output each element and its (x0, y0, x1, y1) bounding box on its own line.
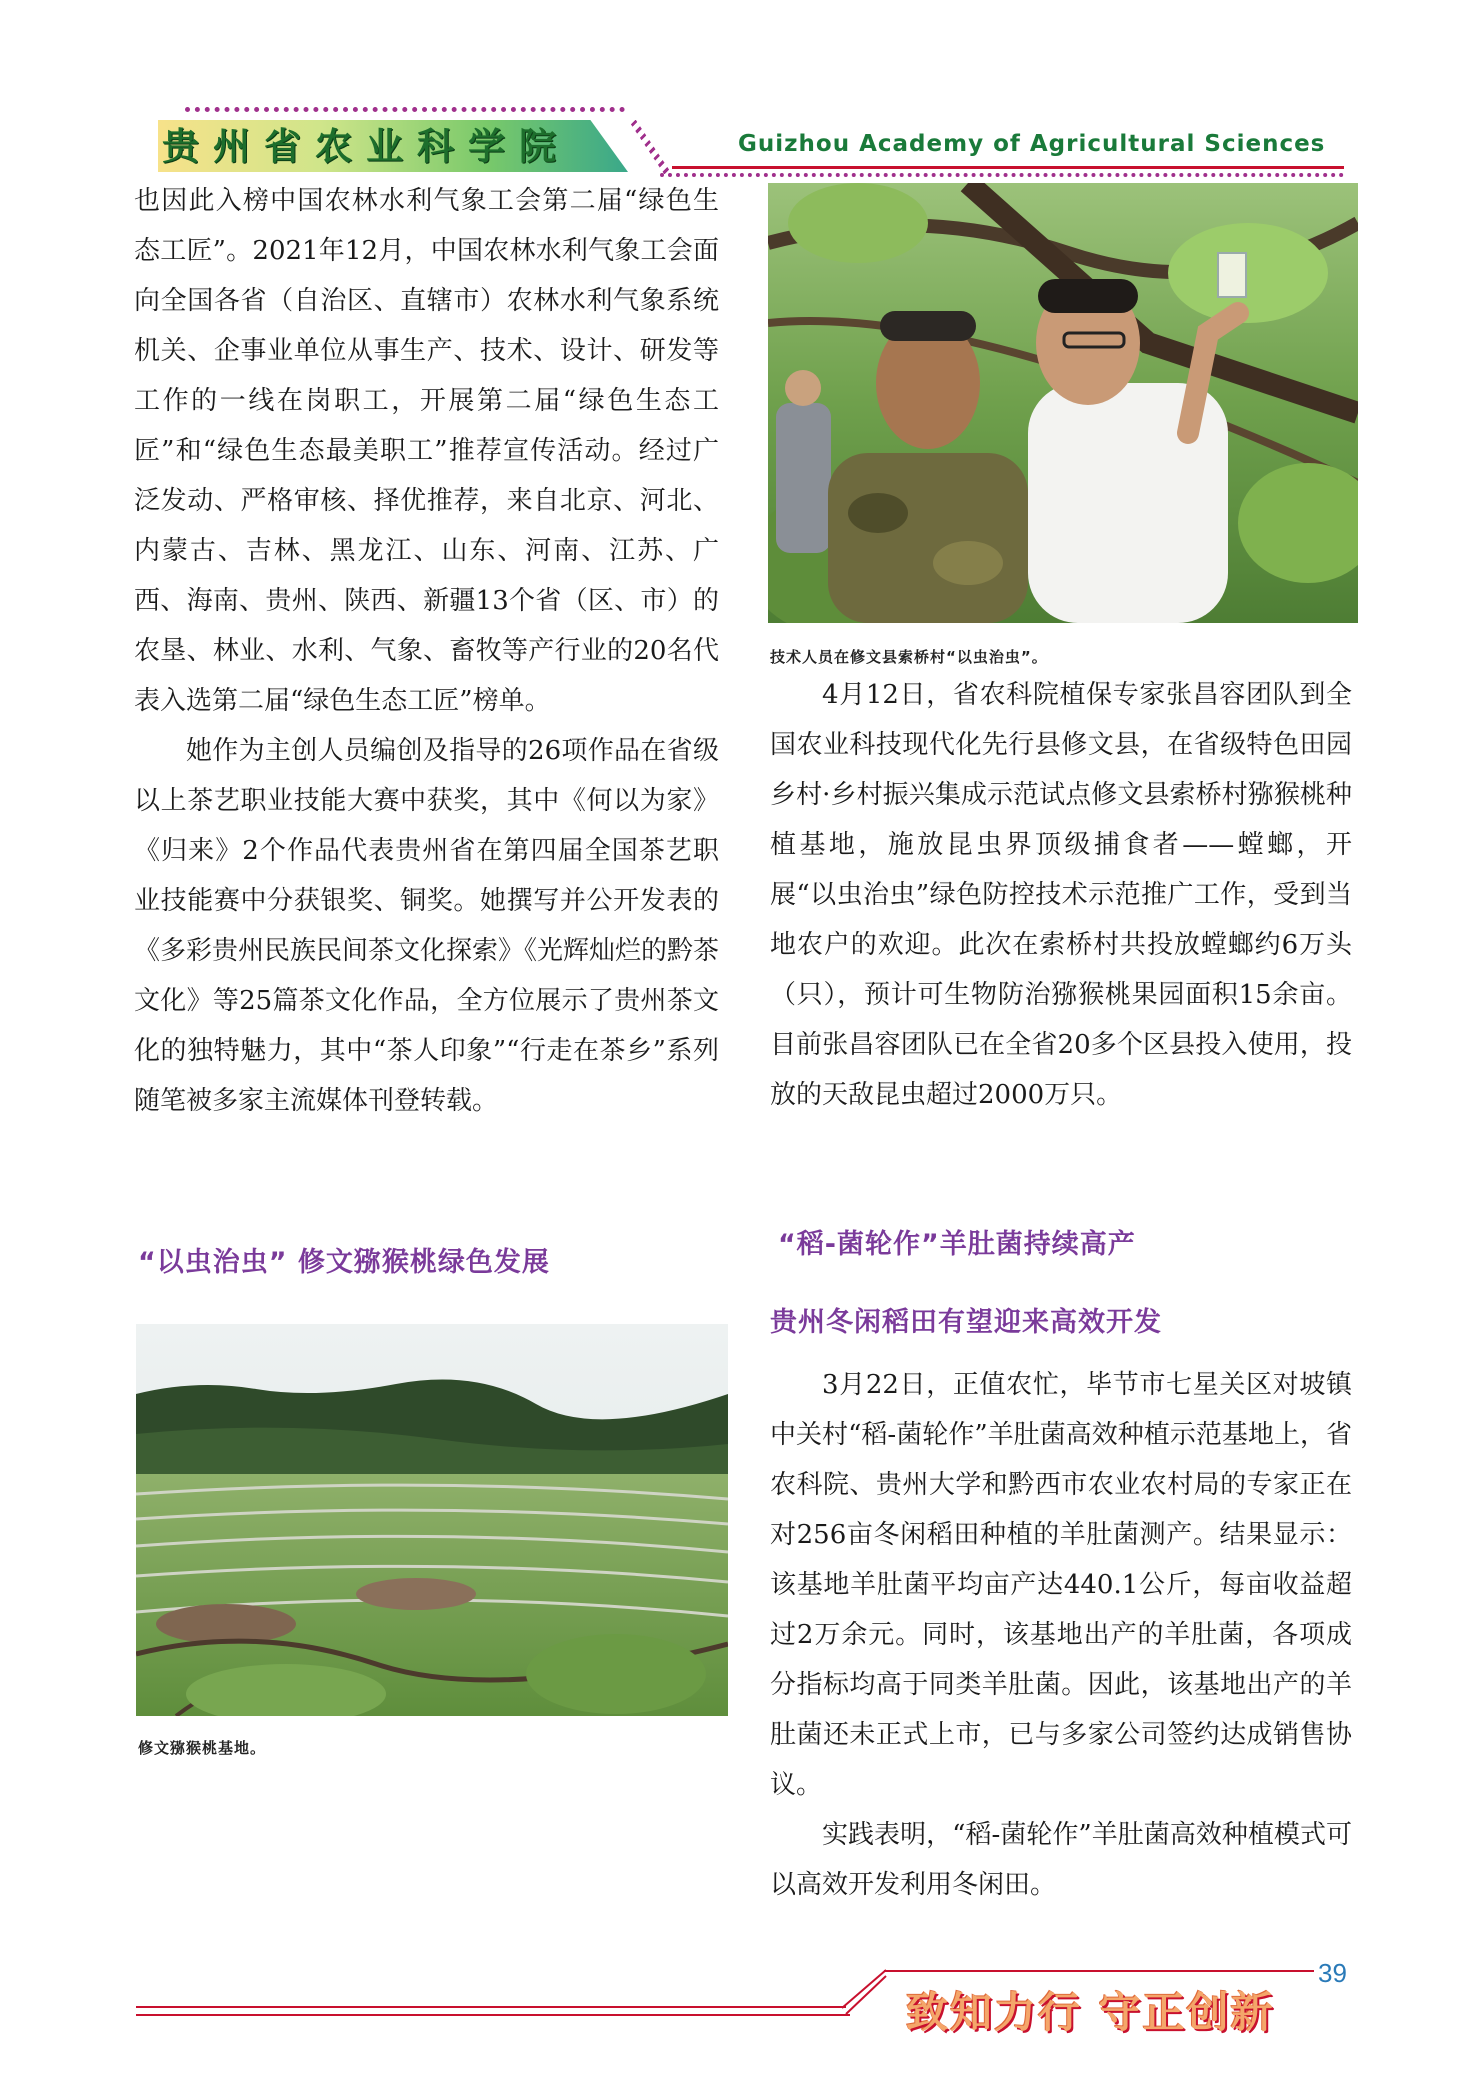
footer-slogan: 致知力行 守正创新 (906, 1988, 1275, 2037)
footer-red-rule-bottom-1 (136, 2006, 846, 2008)
header-title-en: Guizhou Academy of Agricultural Sciences (738, 131, 1326, 157)
article-paragraph: 3月22日，正值农忙，毕节市七星关区对坡镇中关村“稻-菌轮作”羊肚菌高效种植示范基地上，省农科院、贵州大学和黔西市农业农村局的专家正在对256亩冬闲稻田种植的羊肚菌测产。结果显示：该基地羊肚菌平均亩产达440.1公斤，每亩收益超过2万余元。同时，该基地出产的羊肚菌，各项成分指标均高于同类羊肚菌。因此，该基地出产的羊肚菌还未正式上市，已与多家公司签约达成销售协议。 (770, 1370, 1352, 1800)
page-number: 39 (1318, 1958, 1347, 1988)
article-mantis (770, 670, 1352, 1120)
footer-diagonal-rule (838, 1968, 888, 2016)
footer-red-rule-bottom-2 (136, 2014, 850, 2016)
article-paragraph: 她作为主创人员编创及指导的26项作品在省级以上茶艺职业技能大赛中获奖，其中《何以为家》《归来》2个作品代表贵州省在第四届全国茶艺职业技能赛中分获银奖、铜奖。她撰写并公开发表的《多彩贵州民族民间茶文化探索》《光辉灿烂的黔茶文化》等25篇茶文化作品，全方位展示了贵州茶文化的独特魅力，其中“茶人印象”“行走在茶乡”系列随笔被多家主流媒体刊登转载。 (134, 736, 720, 1116)
header-diagonal-dots (628, 120, 672, 174)
photo-caption-technicians: 技术人员在修文县索桥村“以虫治虫”。 (770, 648, 1048, 666)
article-title-morel: “稻-菌轮作”羊肚菌持续高产 (778, 1229, 1136, 1260)
article-title-mantis: “以虫治虫” 修文猕猴桃绿色发展 (138, 1247, 550, 1278)
header-title-cn: 贵州省农业科学院 (162, 124, 570, 168)
article-paragraph: 4月12日，省农科院植保专家张昌容团队到全国农业科技现代化先行县修文县，在省级特色田园乡村·乡村振兴集成示范试点修文县索桥村猕猴桃种植基地，施放昆虫界顶级捕食者——螳螂，开展“以虫治虫”绿色防控技术示范推广工作，受到当地农户的欢迎。此次在索桥村共投放螳螂约6万头（只），预计可生物防治猕猴桃果园面积15余亩。目前张昌容团队已在全省20多个区县投入使用，投放的天敌昆虫超过2000万只。 (770, 680, 1352, 1110)
header-red-rule (672, 166, 1344, 169)
photo-kiwi-base (136, 1324, 728, 1716)
article-paragraph: 实践表明，“稻-菌轮作”羊肚菌高效种植模式可以高效开发利用冬闲田。 (770, 1820, 1352, 1900)
header-dotted-rule (660, 173, 1344, 177)
article-subtitle-morel: 贵州冬闲稻田有望迎来高效开发 (770, 1307, 1162, 1338)
article-continuation (134, 176, 719, 1126)
photo-technicians-kiwi (768, 183, 1358, 623)
footer-red-rule-top (884, 1970, 1314, 1972)
article-morel (770, 1360, 1352, 1910)
header-dotted-line-top (185, 107, 625, 112)
article-paragraph: 也因此入榜中国农林水利气象工会第二届“绿色生态工匠”。2021年12月，中国农林水利气象工会面向全国各省（自治区、直辖市）农林水利气象系统机关、企事业单位从事生产、技术、设计、研发等工作的一线在岗职工，开展第二届“绿色生态工匠”和“绿色生态最美职工”推荐宣传活动。经过广泛发动、严格审核、择优推荐，来自北京、河北、内蒙古、吉林、黑龙江、山东、河南、江苏、广西、海南、贵州、陕西、新疆13个省（区、市）的农垦、林业、水利、气象、畜牧等产行业的20名代表入选第二届“绿色生态工匠”榜单。 (134, 186, 719, 716)
photo-caption-kiwi-base: 修文猕猴桃基地。 (138, 1739, 267, 1757)
